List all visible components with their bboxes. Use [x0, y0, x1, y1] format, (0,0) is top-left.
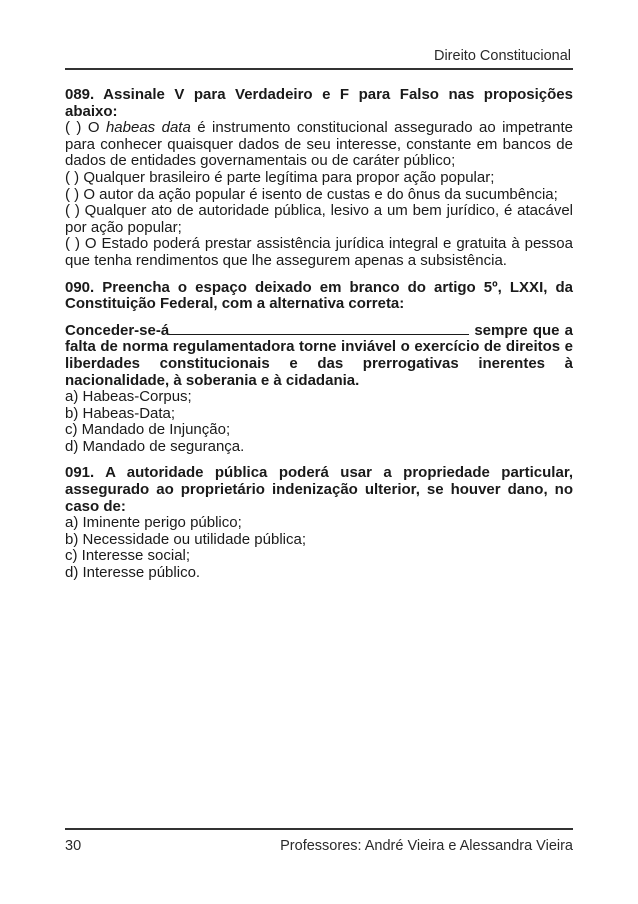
option-c: c) Interesse social; [65, 547, 191, 565]
question-089-item-1 [65, 120, 573, 170]
footer-authors: Professores: André Vieira e Alessandra Vieira [280, 838, 573, 854]
option-b: b) Necessidade ou utilidade pública; [65, 530, 306, 548]
question-089-item-4: ( ) Qualquer ato de autoridade pública, lesivo a um bem jurídico, é atacável por ação popular; [65, 202, 573, 236]
page-header-title: Direito Constitucional [433, 48, 571, 64]
option-d: d) Mandado de segurança. [65, 437, 245, 455]
question-090 [65, 280, 573, 456]
question-089-title: 089. Assinale V para Verdadeiro e F para Falso nas proposições abaixo: [65, 86, 573, 120]
question-090-title: 090. Preencha o espaço deixado em branco do artigo 5º, LXXI, da Constituição Federal, com a alternativa correta: [65, 278, 573, 313]
item-1-italic-term: habeas data [105, 119, 191, 137]
question-090-stem [65, 323, 573, 389]
option-a: a) Habeas-Corpus; [65, 388, 192, 406]
question-091-title: 091. A autoridade pública poderá usar a propriedade particular, assegurado ao proprietário indenização ulterior, se houver dano, no caso de: [65, 464, 573, 515]
option-a: a) Iminente perigo público; [65, 514, 242, 532]
footer-divider [65, 828, 573, 830]
item-1-text: é instrumento constitucional assegurado ao impetrante para conhecer quaisquer dados de seu interesse, constante em bancos de dados de entidades governamentais ou de caráter público; [65, 119, 573, 170]
question-089 [65, 87, 573, 270]
page-content [65, 87, 573, 582]
question-089-item-3: ( ) O autor da ação popular é isento de custas e do ônus da sucumbência; [65, 185, 558, 203]
option-d: d) Interesse público. [65, 564, 201, 582]
stem-rest: sempre que a falta de norma regulamentadora torne inviável o exercício de direitos e liberdades constitucionais e das prerrogativas inerentes à nacionalidade, à soberania e à cidadania. [65, 321, 573, 389]
stem-start: Conceder-se-á [65, 321, 170, 339]
item-1-prefix: ( ) O [65, 119, 106, 137]
header-divider [65, 68, 573, 70]
option-b: b) Habeas-Data; [65, 404, 176, 422]
option-c: c) Mandado de Injunção; [65, 421, 231, 439]
question-089-item-2: ( ) Qualquer brasileiro é parte legítima para propor ação popular; [65, 168, 495, 186]
page-number: 30 [65, 838, 82, 854]
question-089-item-5: ( ) O Estado poderá prestar assistência jurídica integral e gratuita à pessoa que tenha rendimentos que lhe assegurem apenas a subsistência. [65, 235, 573, 269]
question-091 [65, 465, 573, 581]
blank-fill-line [169, 333, 469, 335]
